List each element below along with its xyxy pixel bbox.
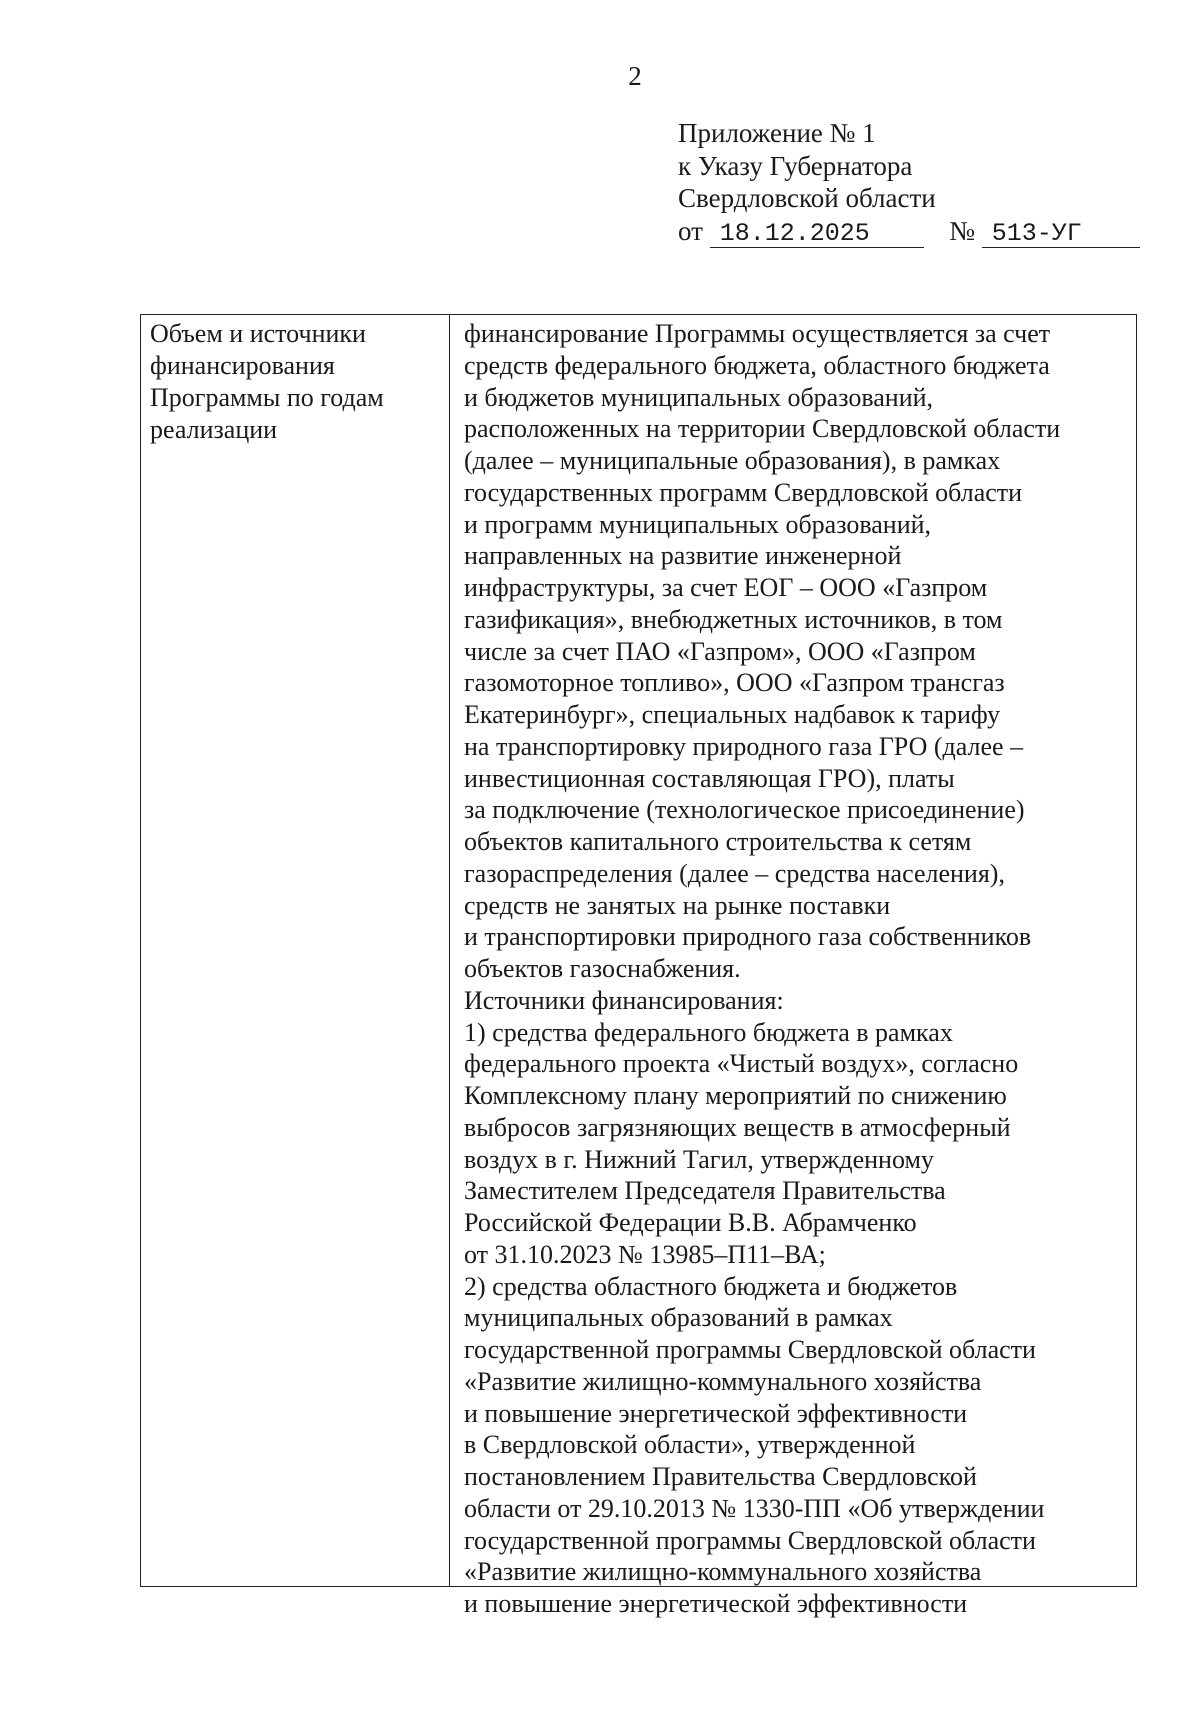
content-line: средств федерального бюджета, областного бюджета — [464, 350, 1050, 380]
label-line: реализации — [150, 415, 278, 444]
content-line: финансирование Программы осуществляется за счет — [464, 319, 1051, 348]
date-prefix: от — [678, 215, 703, 246]
content-line: Российской Федерации В.В. Абрамченко — [464, 1208, 917, 1237]
content-line: на транспортировку природного газа ГРО (далее – — [464, 731, 1024, 761]
column-divider — [449, 315, 450, 1586]
content-line: Комплексному плану мероприятий по снижению — [464, 1081, 1007, 1110]
appendix-header — [678, 117, 1140, 248]
content-line: и программ муниципальных образований, — [464, 509, 932, 539]
appendix-line: к Указу Губернатора — [678, 150, 913, 181]
content-line: области от 29.10.2013 № 1330-ПП «Об утверждении — [464, 1493, 1045, 1523]
content-line: «Развитие жилищно-коммунального хозяйства — [464, 1557, 982, 1587]
content-line: 2) средства областного бюджета и бюджетов — [464, 1271, 958, 1301]
content-line: муниципальных образований в рамках — [464, 1303, 893, 1333]
financing-table — [140, 314, 1137, 1618]
content-line: за подключение (технологическое присоединение) — [464, 795, 1025, 825]
content-line: и транспортировки природного газа собственников — [464, 922, 1032, 952]
content-line: числе за счет ПАО «Газпром», ООО «Газпром — [464, 636, 976, 666]
number-prefix: № — [949, 215, 975, 246]
content-line: газификация», внебюджетных источников, в том — [464, 604, 1003, 634]
content-line: инфраструктуры, за счет ЕОГ – ООО «Газпром — [464, 573, 988, 602]
decree-number: 513-УГ — [982, 221, 1140, 248]
label-line: финансирования — [150, 351, 335, 380]
appendix-date-line — [678, 215, 1140, 248]
content-line: газомоторное топливо», ООО «Газпром трансгаз — [464, 668, 1005, 698]
content-line: 1) средства федерального бюджета в рамках — [464, 1017, 953, 1047]
content-line: газораспределения (далее – средства населения), — [464, 858, 1005, 888]
content-line: государственной программы Свердловской области — [464, 1525, 1036, 1555]
label-line: Программы по годам — [150, 383, 384, 412]
content-line: средств не занятых на рынке поставки — [464, 890, 891, 920]
content-line: (далее – муниципальные образования), в рамках — [464, 446, 1001, 475]
content-line: Екатеринбург», специальных надбавок к тарифу — [464, 700, 1001, 729]
content-line: и повышение энергетической эффективности — [464, 1589, 968, 1618]
content-line: выбросов загрязняющих веществ в атмосферный — [464, 1112, 1011, 1142]
content-line: воздух в г. Нижний Тагил, утвержденному — [464, 1144, 934, 1174]
content-line: в Свердловской области», утвержденной — [464, 1430, 916, 1460]
appendix-line: Свердловской области — [678, 183, 936, 213]
content-line: государственной программы Свердловской области — [464, 1335, 1036, 1364]
appendix-line: Приложение № 1 — [678, 118, 876, 148]
content-line: и бюджетов муниципальных образований, — [464, 382, 934, 412]
label-cell — [150, 318, 440, 446]
page-number: 2 — [628, 61, 642, 91]
content-line: от 31.10.2023 № 13985–П11–ВА; — [464, 1239, 826, 1269]
content-line: направленных на развитие инженерной — [464, 541, 902, 571]
content-cell — [464, 318, 1134, 1620]
content-line: и повышение энергетической эффективности — [464, 1398, 968, 1428]
content-line: Заместителем Председателя Правительства — [464, 1176, 946, 1206]
content-line: федерального проекта «Чистый воздух», согласно — [464, 1049, 1019, 1079]
decree-date: 18.12.2025 — [710, 221, 924, 248]
content-line: государственных программ Свердловской области — [464, 477, 1023, 507]
content-line: объектов капитального строительства к сетям — [464, 827, 972, 856]
content-line: Источники финансирования: — [464, 985, 784, 1015]
content-line: объектов газоснабжения. — [464, 954, 741, 983]
content-line: расположенных на территории Свердловской области — [464, 414, 1061, 444]
content-line: «Развитие жилищно-коммунального хозяйства — [464, 1366, 982, 1396]
content-line: постановлением Правительства Свердловской — [464, 1462, 977, 1491]
content-line: инвестиционная составляющая ГРО), платы — [464, 763, 955, 793]
label-line: Объем и источники — [150, 319, 366, 348]
